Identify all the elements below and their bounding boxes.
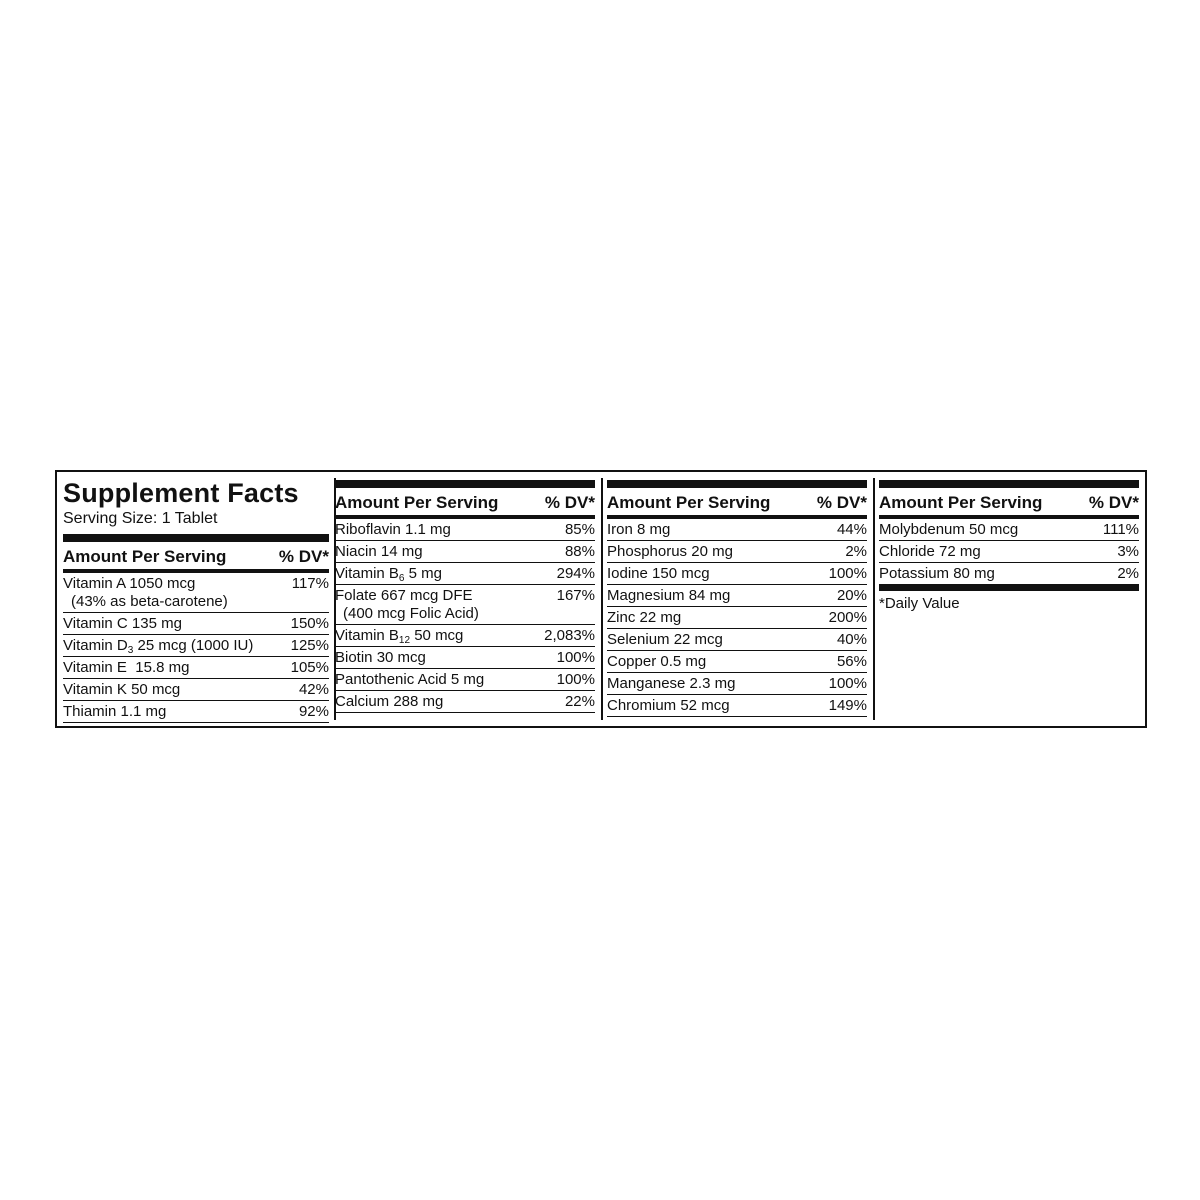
nutrient-name: Phosphorus 20 mg [607,543,733,560]
nutrient-name: Chloride 72 mg [879,543,981,560]
nutrient-row [335,563,595,585]
dv-header: % DV* [278,547,329,566]
nutrient-name: Vitamin A 1050 mcg [63,575,196,592]
amount-per-serving-header: Amount Per Serving [879,493,1043,512]
facts-column-4 [879,472,1139,726]
nutrient-row [335,541,595,563]
facts-column-1 [63,472,329,726]
nutrient-dv: 100% [556,649,595,666]
nutrient-dv: 88% [564,543,595,560]
nutrient-dv: 2,083% [544,627,595,644]
nutrient-name: Vitamin C 135 mg [63,615,182,632]
nutrient-name: Vitamin E 15.8 mg [63,659,190,676]
nutrient-name: Chromium 52 mcg [607,697,730,714]
nutrient-dv: 100% [828,675,867,692]
nutrient-dv: 56% [836,653,867,670]
amount-per-serving-header: Amount Per Serving [607,493,771,512]
nutrient-subline: (400 mcg Folic Acid) [343,605,479,622]
daily-value-footnote: *Daily Value [879,595,960,612]
nutrient-dv: 20% [836,587,867,604]
nutrient-dv: 125% [290,637,329,654]
supplement-facts-label [55,470,1147,728]
nutrient-dv: 40% [836,631,867,648]
nutrient-dv: 44% [836,521,867,538]
nutrient-row [335,585,595,625]
nutrient-name: Vitamin $B_6$ 5 mg [335,565,442,584]
nutrient-name: Vitamin $D_3$ 25 mcg (1000 IU) [63,637,254,656]
nutrient-row [335,669,595,691]
facts-title: Supplement Facts [63,478,299,508]
facts-column-3 [607,472,867,726]
nutrient-row [607,607,867,629]
nutrient-row [607,563,867,585]
nutrient-row [607,519,867,541]
nutrient-row [879,541,1139,563]
nutrient-name: Riboflavin 1.1 mg [335,521,451,538]
nutrient-name: Calcium 288 mg [335,693,444,710]
dv-header: % DV* [816,493,867,512]
nutrient-row [63,701,329,723]
nutrient-name: Zinc 22 mg [607,609,682,626]
column-header [879,488,1139,513]
dv-header: % DV* [544,493,595,512]
facts-column-2 [335,472,595,726]
nutrient-name: Vitamin $B_{12}$ 50 mcg [335,627,464,646]
nutrient-dv: 167% [556,587,595,604]
nutrient-row [607,695,867,717]
nutrient-dv: 200% [828,609,867,626]
nutrient-row [63,657,329,679]
thick-rule [879,480,1139,488]
nutrient-row [607,541,867,563]
nutrient-dv: 3% [1117,543,1139,560]
nutrient-name: Potassium 80 mg [879,565,995,582]
column-header [607,488,867,513]
nutrient-dv: 100% [828,565,867,582]
amount-per-serving-header: Amount Per Serving [335,493,499,512]
nutrient-name: Manganese 2.3 mg [607,675,736,692]
nutrient-name: Iodine 150 mcg [607,565,710,582]
nutrient-dv: 92% [298,703,329,720]
nutrient-name: Selenium 22 mcg [607,631,723,648]
nutrient-name: Iron 8 mg [607,521,671,538]
nutrient-name: Niacin 14 mg [335,543,423,560]
nutrient-name: Magnesium 84 mg [607,587,731,604]
nutrient-row [879,519,1139,541]
nutrient-dv: 42% [298,681,329,698]
nutrient-subline: (43% as beta-carotene) [71,593,228,610]
nutrient-row [607,651,867,673]
column-header [335,488,595,513]
nutrient-row [335,647,595,669]
column-divider [601,478,603,720]
nutrient-dv: 105% [290,659,329,676]
nutrient-row [63,635,329,657]
nutrient-row [335,691,595,713]
nutrient-row [63,613,329,635]
thick-rule [63,534,329,542]
column-divider [873,478,875,720]
nutrient-dv: 2% [1117,565,1139,582]
amount-per-serving-header: Amount Per Serving [63,547,227,566]
thick-rule [879,584,1139,591]
dv-header: % DV* [1088,493,1139,512]
nutrient-row [335,519,595,541]
nutrient-dv: 111% [1102,521,1139,538]
nutrient-dv: 100% [556,671,595,688]
nutrient-row [607,673,867,695]
nutrient-name: Molybdenum 50 mcg [879,521,1019,538]
nutrient-name: Pantothenic Acid 5 mg [335,671,485,688]
nutrient-dv: 22% [564,693,595,710]
nutrient-row [63,679,329,701]
nutrient-row [607,629,867,651]
nutrient-row [607,585,867,607]
nutrient-dv: 85% [564,521,595,538]
nutrient-row [335,625,595,647]
nutrient-row [63,573,329,613]
nutrient-name: Biotin 30 mcg [335,649,426,666]
nutrient-name: Vitamin K 50 mcg [63,681,181,698]
nutrient-dv: 2% [845,543,867,560]
nutrient-name: Thiamin 1.1 mg [63,703,167,720]
nutrient-name: Folate 667 mcg DFE [335,587,473,604]
nutrient-dv: 150% [290,615,329,632]
nutrient-name: Copper 0.5 mg [607,653,707,670]
nutrient-dv: 294% [556,565,595,582]
nutrient-dv: 117% [291,575,329,592]
serving-size: Serving Size: 1 Tablet [63,510,218,527]
nutrient-dv: 149% [828,697,867,714]
nutrient-row [879,563,1139,584]
column-header [63,542,329,567]
thick-rule [607,480,867,488]
thick-rule [335,480,595,488]
